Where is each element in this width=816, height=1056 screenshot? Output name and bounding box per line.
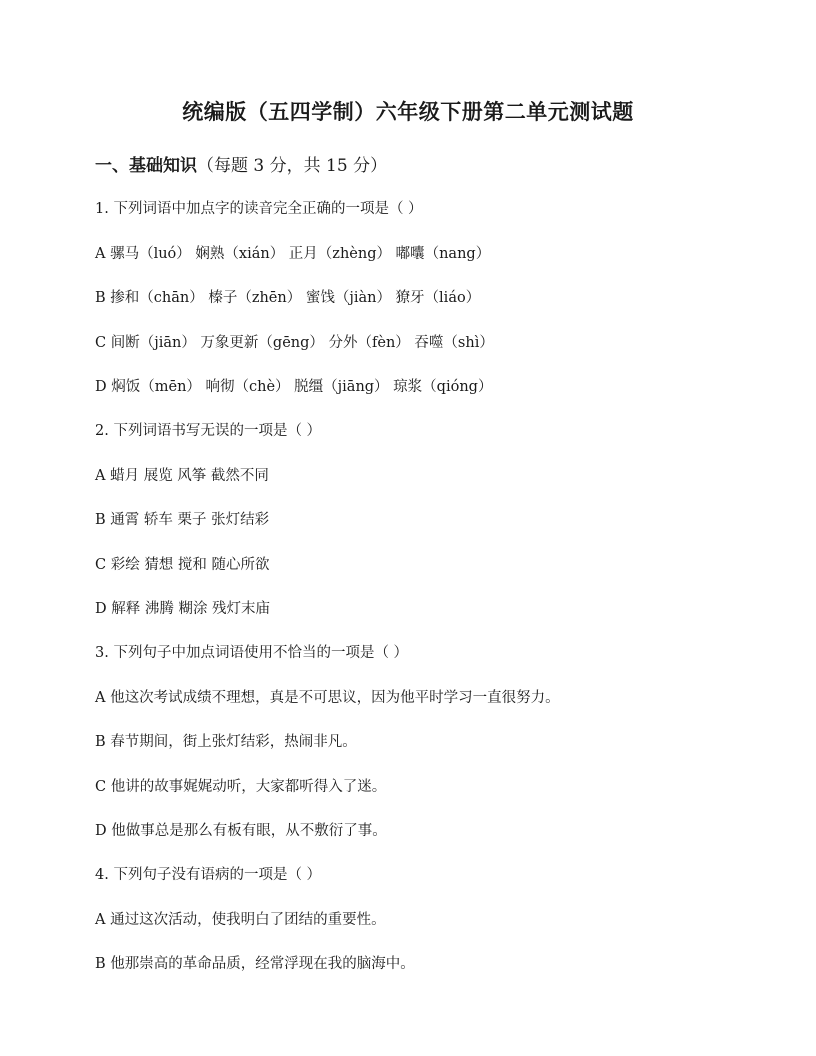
section-heading — [95, 151, 387, 176]
question-4-option-b: B 他那崇高的革命品质，经常浮现在我的脑海中。 — [95, 956, 415, 972]
page-title: 统编版（五四学制）六年级下册第二单元测试题 — [182, 99, 634, 124]
question-1-option-a: A 骡马（luó） 娴熟（xián） 正月（zhèng） 嘟囔（nang） — [95, 246, 491, 262]
question-3-option-c: C 他讲的故事娓娓动听，大家都听得入了迷。 — [95, 779, 387, 795]
question-2-option-a: A 蜡月 展览 风筝 截然不同 — [95, 468, 269, 484]
question-3-stem: 3. 下列句子中加点词语使用不恰当的一项是（ ） — [95, 645, 409, 661]
question-2-option-d: D 解释 沸腾 糊涂 残灯末庙 — [95, 601, 271, 617]
question-2-stem: 2. 下列词语书写无误的一项是（ ） — [95, 423, 322, 439]
question-4-stem: 4. 下列句子没有语病的一项是（ ） — [95, 867, 322, 883]
question-3-option-b: B 春节期间，街上张灯结彩，热闹非凡。 — [95, 734, 357, 750]
question-2-option-c: C 彩绘 猜想 搅和 随心所欲 — [95, 557, 270, 573]
question-1-option-b: B 掺和（chān） 榛子（zhēn） 蜜饯（jiàn） 獠牙（liáo） — [95, 290, 481, 306]
question-4-option-a: A 通过这次活动，使我明白了团结的重要性。 — [95, 912, 386, 928]
question-1-option-d: D 焖饭（mēn） 响彻（chè） 脱缰（jiāng） 琼浆（qióng） — [95, 379, 493, 395]
question-3-option-d: D 他做事总是那么有板有眼，从不敷衍了事。 — [95, 823, 387, 839]
question-2-option-b: B 通霄 轿车 栗子 张灯结彩 — [95, 512, 270, 528]
question-3-option-a: A 他这次考试成绩不理想，真是不可思议，因为他平时学习一直很努力。 — [95, 690, 560, 706]
question-1-stem: 1. 下列词语中加点字的读音完全正确的一项是（ ） — [95, 201, 423, 217]
question-1-option-c: C 间断（jiān） 万象更新（gēng） 分外（fèn） 吞噬（shì） — [95, 335, 494, 351]
section-heading-label: 一、基础知识 — [95, 156, 197, 176]
section-heading-score-note: （每题 3 分，共 15 分） — [197, 156, 388, 176]
